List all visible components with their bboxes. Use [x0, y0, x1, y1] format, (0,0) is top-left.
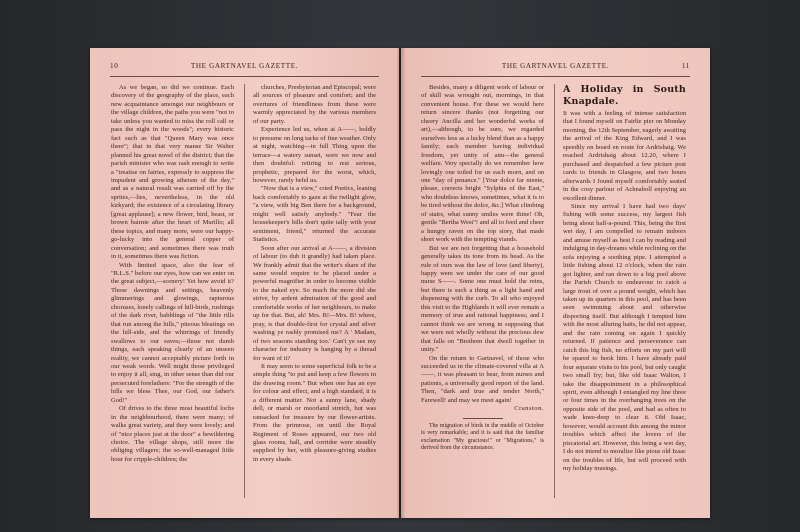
paragraph: But we are not forgetting that a household generally takes its tone from its head. As the rule of ours was the law of love (and liberty), happy were we under the care of our good nurse S——. Some one must hold the reins, but there is such a thing as a light hand and dispensing with the curb. To all who enjoyed this visit to the Highlands it will ever remain a memory of true and rational happiness; and I cannot think we are wrong in supposing that we were not wholly without the precious dew that falls on "Brethren that dwell together in unity." [421, 244, 544, 354]
section-rule [463, 418, 503, 419]
paragraph: Soon after our arrival at A——, a division of labour (to dub it grandly) had taken place. We frankly admit that the writer's share of the same would require to be placed under a powerful magnifier in order to become visible to the naked eye. So much the more did she strive, by ardent admiration of the good and comfortable works of her neighbours, to make up for that. But, ah! Mrs. B!—Mrs. B! where, pray, is that double-first for crystal and silver washing ye rashly promised me? A ' Madam, of two seasons standing too.' Can't ye see my character for industry is hanging by a thread for want of it? [253, 244, 376, 362]
left-column-2 [253, 84, 376, 464]
book-gutter [397, 48, 405, 518]
article-title: A Holiday in South Knapdale. [563, 84, 686, 107]
paragraph: churches, Presbyterian and Episcopal; were all sources of pleasure and comfort; and the overtures of friendliness from these were warmly appreciated by the various members of our party. [253, 84, 376, 125]
left-running-title: THE GARTNAVEL GAZETTE. [190, 62, 299, 70]
left-page-number: 10 [110, 62, 119, 70]
footnote [421, 423, 544, 453]
footnote-text: The migration of birds in the middle of October is very remarkable; and it is said that the familiar exclamation "My gracious!" or "Migrations," is derived from the circumstance. [421, 422, 544, 452]
paragraph: Since my arrival I have had two days' fishing with some success, my largest fish being about half-a-pound. This, being the first wet day, I am compelled to remain indoors and amuse myself as best I can by reading and indulging in day-dreams while reclining on the sofa enjoying a soothing pipe. I attempted a little fishing about 12 o'clock, when the rain got lighter, and ran down to a big pool above the Parish Church to endeavour to catch a large trout of over a pound weight, which has taken up its quarters in this pool, and has been seen swimming about and otherwise disporting itself. But although I tempted him with the most alluring baits, he did not appear, and the rain coming on again I quickly returned. If patience and perseverance can catch this big fish, no efforts on my part will be spared to hook him. I have already paid four separate visits to his pool, but only caught two small fry; but, like old Isaac Walton, I take the disappointment in a philosophical spirit, even although I entangled my line three or four times in the overhanging trees on the opposite side of the pool, and had as often to wade knee-deep to clear it. Old Isaac, however, would account this among the minor troubles which affect the lovers of the piscatorial art. However, this being a wet day, I do not intend to moralize like pious old Izaac on the troubles of life, but will proceed with my holiday musings. [563, 202, 686, 473]
left-page [90, 48, 399, 518]
paragraph: It may seem to some superficial folk to be a simple thing "to put and keep a few flowers in the drawing room." But when one has an eye for colour and effect, and a high standard, it is a different matter. Not a sunny lane, shady dell, or marsh or moorland stretch, but was ransacked for treasure by our flower-artists. From the primrose, on until the Royal Regiment of Roses appeared, our two old glass rooms, hall, and corridor were steadily supplied by her, with pleasure-giving studies in every shade. [253, 362, 376, 463]
left-column-1 [111, 84, 234, 464]
author-signature: Cranston. [514, 405, 544, 413]
paragraph: On the return to Gartnavel, of those who succeeded us in the climate-covered villa at A——, it was pleasant to hear, from nurses and patients, a universally good report of the land. Then, "dark and true and tender North," Farewell! and may we meet again! [421, 354, 544, 404]
right-column-1 [421, 84, 544, 453]
paragraph: As we began, so did we continue. Each discovery of the geography of the place, each new acquaintance amongst our neighbours or the village children, the paths you were "not to take unless you wanted to miss the roll call or pass the night in the woods"; every historic fact such as that "Queen Mary was once there"; that in that very manse Sir Walter planned his great novel of the district; that the parish minister who was rash enough to write a "treatise on fairies, expressly to suppress the impudent and growing atheism of the day," and as a natural result was carried off by the sprites,—lies, nevertheless, in the old kirkyard; the existence of a circulating library [great applause]; a new flower, bird, beast, or brown bairnie after the heart of Murillo; all these topics, and many more, were our happy-go-lucky into the general copper of conversation; and sometimes there was truth in it, sometimes there was fiction. [111, 84, 234, 261]
left-header-rule [110, 76, 379, 77]
right-running-head [421, 62, 690, 74]
right-page [401, 48, 710, 518]
right-column-divider [554, 84, 555, 498]
paragraph: Experience led us, when at A——, boldly to presume on long tacks of fine weather. Only at night, watching—in full Thing upon the terrace—a watery sunset, were we now and then doubtful: retiring to rest serious, prophetic, prepared for the worst, which, however, rarely befel us. [253, 126, 376, 184]
right-page-number: 11 [681, 62, 690, 70]
paragraph: It was with a feeling of intense satisfaction that I found myself on Fairlie pier on Monday morning, the 12th September, eagerly awaiting the arrival of the King Edward, and I was speedily on board en route for Ardrishaig. We reached Ardrishaig about 12.20, where I purchased and despatched a few picture post cards to friends in Glasgow, and two hours afterwards I found myself comfortably seated in the cosy parlour of Achnaboll enjoying an excellent dinner. [563, 110, 686, 202]
right-running-title: THE GARTNAVEL GAZETTE. [501, 62, 610, 70]
paragraph: With limited space, also the fear of "R.L.S." before our eyes, how can we enter on the great subject,—scenery! Yet how avoid it? Those dawnings and settings, heavenly glimmerings and glowings, rapturous choruses, lonely callings of hill-birds, rushings of the dark river, babblings of "the little rills that run among the hills," piteous bleatings on the hill-side, and the whirrings of friendly swallows to our eaves;—those not dumb things, each speaking clearly of an unseen reality, we cannot acceptably picture forth in our weak words. Well might those privileged to enjoy it all, sing, in other sense than did our persecuted forefathers: "For the strength of the hills we bless Thee, our God, our father's God!" [111, 261, 234, 404]
left-running-head [110, 62, 379, 74]
left-column-divider [244, 84, 245, 498]
paragraph: Of drives to the three most beautiful lochs in the neighbourhood, there were many; of walks great variety, and they were lovely; and of "nice places just at the door" a bewildering choice. The village shops, still more the obliging villagers; the so-well-managed little hour for cripple-children; the [111, 405, 234, 463]
paragraph: Besides, many a diligent work of labour or of skill was wrought out, mornings, in that convenient house. For these we would here return sincere thanks (not forgetting our cheery Ancilla and her wonderful works of art),—although, to be sure, we regarded ourselves less as a lucky blend than as a happy family; each member having individual freedom, yet unity of aim—the general welfare. Very specially do we remember how lovingly one toiled for us each morn, and on one "day of penance." [Your dolce far niente, please, corrects bright "Sylphia of the East," who doubtless knows, sometimes, what it is to be tired without the dolce, &c.] What climbing of stairs, what sunny smiles were thine! Oh, gentle "Bertha West"! and all to feed and cheer a hungry raven on the top story, that made short work with the tempting viands. [421, 84, 544, 244]
paragraph: "Now that is a view," cried Poetics, leaning back comfortably to gaze at the twilight glow, "a view, with big Ben there for a background, might well satisfy anybody." "Fear the housekeeper's bills don't quite tally with your sentiment, friend," returned the accurate Statistics. [253, 185, 376, 244]
right-header-rule [421, 76, 690, 77]
right-column-2 [563, 84, 686, 473]
